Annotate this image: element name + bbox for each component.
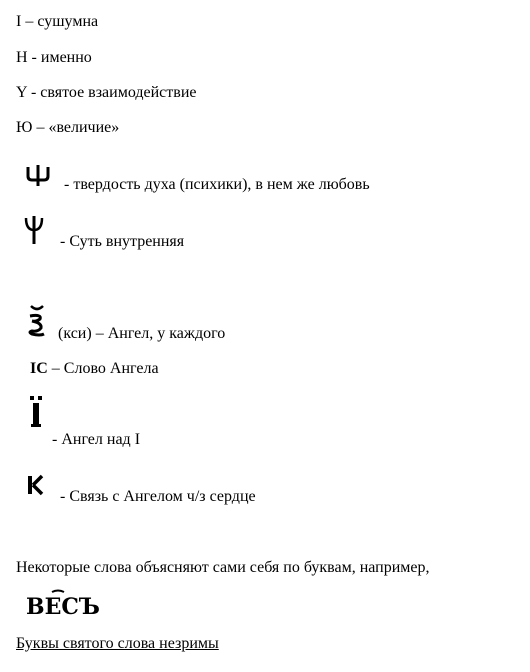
text-line-4: Ю – «величие» xyxy=(16,119,120,136)
psi-wide-glyph-icon xyxy=(26,164,50,191)
text-line-2: Н - именно xyxy=(16,49,92,66)
ksi-glyph-icon xyxy=(26,304,48,341)
ic-bold-label: IC xyxy=(30,360,48,377)
text-line-11: Некоторые слова объясняют сами себя по буквам, например, xyxy=(16,559,430,576)
ic-rest-label: – Слово Ангела xyxy=(47,360,159,377)
text-line-6: - Суть внутренняя xyxy=(60,233,185,250)
text-line-8 xyxy=(30,359,159,379)
svg-text:ВЕСЪ: ВЕСЪ xyxy=(26,594,100,620)
i-dots-glyph-icon xyxy=(28,395,44,434)
text-line-7: (кси) – Ангел, у каждого xyxy=(58,325,226,342)
text-line-12: Буквы святого слова незримы xyxy=(16,635,219,652)
text-line-10: - Связь с Ангелом ч/з сердце xyxy=(60,488,256,505)
psi-glyph-icon xyxy=(24,214,44,251)
text-line-3: Y - святое взаимодействие xyxy=(16,84,197,101)
church-slavonic-word-glyph xyxy=(26,588,100,623)
ik-glyph-icon xyxy=(26,474,46,501)
text-line-5: - твердость духа (психики), в нем же любовь xyxy=(64,176,370,193)
text-line-1: I – сушумна xyxy=(16,13,99,30)
text-line-9: - Ангел над I xyxy=(52,431,141,448)
